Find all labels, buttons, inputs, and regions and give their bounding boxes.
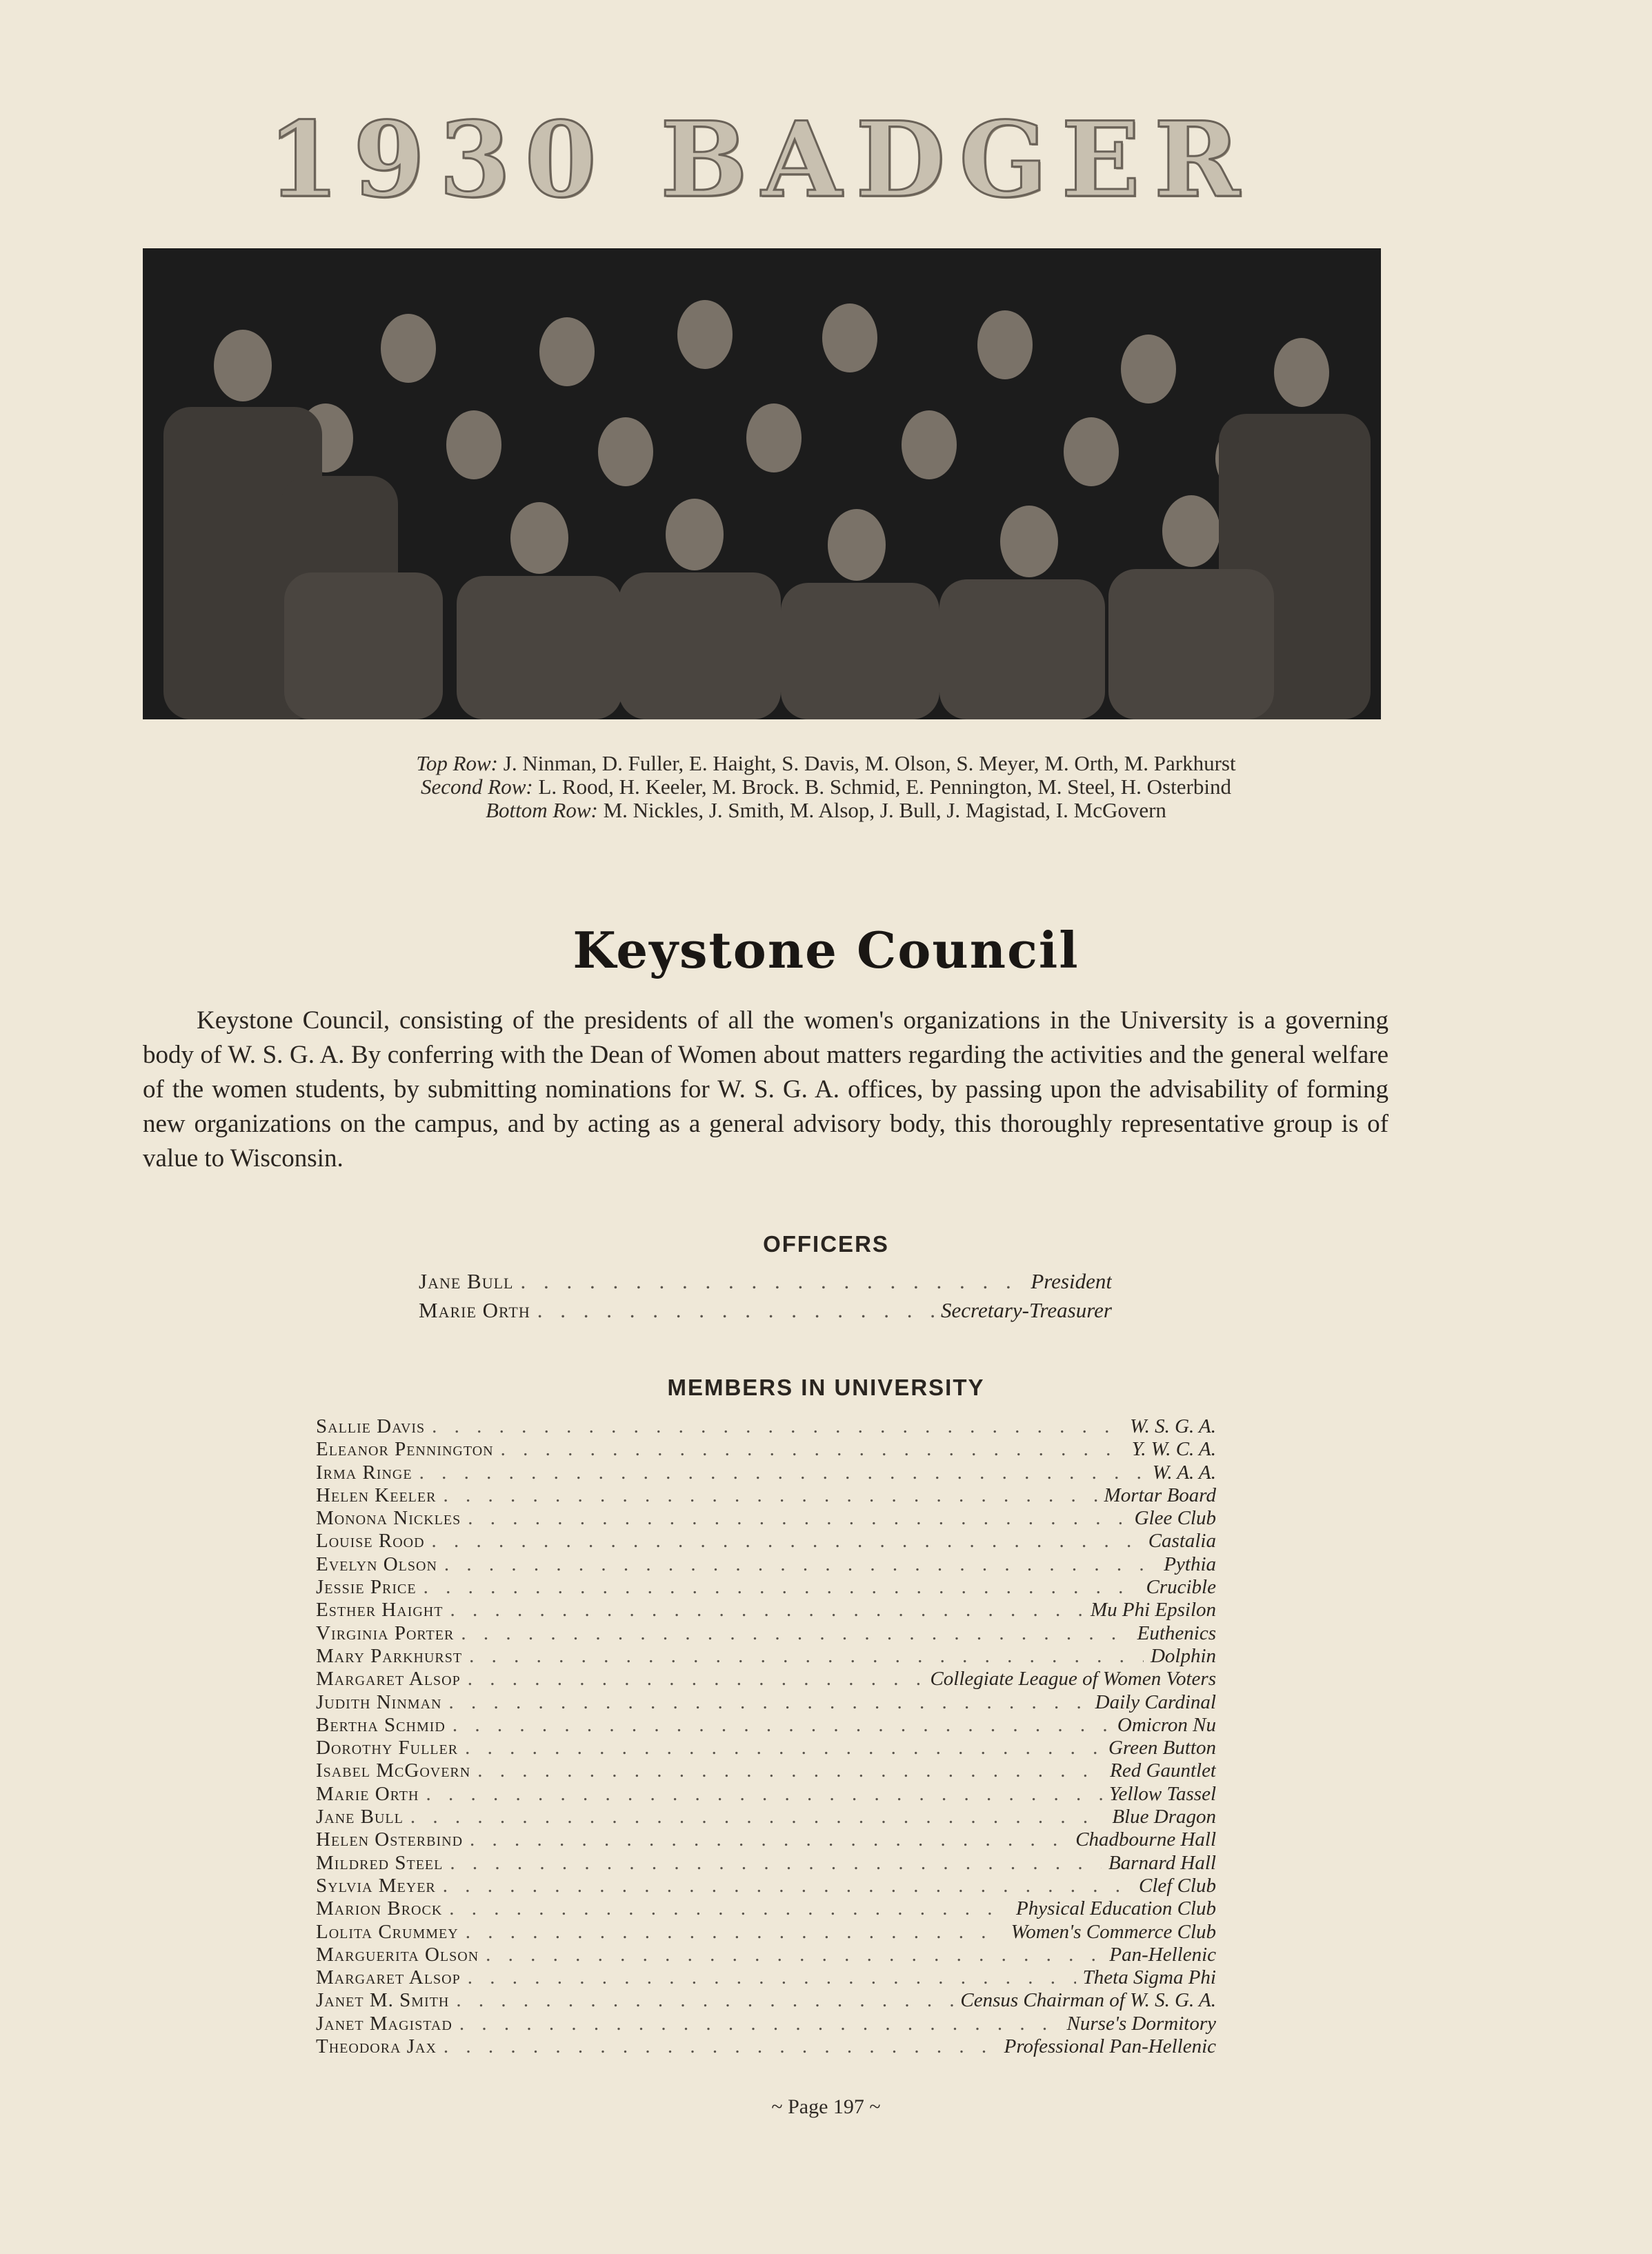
group-photo bbox=[143, 248, 1381, 719]
member-organization: Green Button bbox=[1108, 1737, 1216, 1759]
member-organization: Euthenics bbox=[1137, 1622, 1216, 1644]
member-organization: Dolphin bbox=[1150, 1644, 1216, 1667]
member-name: Virginia Porter bbox=[316, 1622, 455, 1644]
member-organization: Yellow Tassel bbox=[1108, 1782, 1216, 1805]
group-portrait-photo-icon bbox=[143, 248, 1381, 719]
member-organization: Blue Dragon bbox=[1112, 1806, 1216, 1828]
member-organization: Collegiate League of Women Voters bbox=[930, 1668, 1216, 1690]
member-name: Helen Keeler bbox=[316, 1484, 437, 1506]
member-organization: Red Gauntlet bbox=[1110, 1759, 1216, 1782]
member-entry bbox=[316, 1484, 1216, 1507]
members-list bbox=[316, 1415, 1216, 2058]
member-organization: Daily Cardinal bbox=[1095, 1690, 1216, 1713]
member-organization: Barnard Hall bbox=[1108, 1851, 1216, 1874]
page-header-title: 1930 BADGER bbox=[267, 99, 1254, 221]
member-name: Isabel McGovern bbox=[316, 1759, 471, 1782]
member-name: Judith Ninman bbox=[316, 1690, 442, 1713]
member-name: Lolita Crummey bbox=[316, 1920, 459, 1943]
member-name: Marion Brock bbox=[316, 1897, 443, 1920]
member-name: Marguerita Olson bbox=[316, 1943, 479, 1966]
caption-second-row: Second Row: L. Rood, H. Keeler, M. Brock. B. Schmid, E. Pennington, M. Steel, H. Osterbind bbox=[421, 775, 1231, 799]
member-name: Esther Haight bbox=[316, 1599, 444, 1622]
member-entry bbox=[316, 1691, 1216, 1714]
member-entry bbox=[316, 1438, 1216, 1461]
member-organization: Crucible bbox=[1146, 1576, 1216, 1599]
member-organization: Census Chairman of W. S. G. A. bbox=[960, 1989, 1216, 2012]
member-name: Mildred Steel bbox=[316, 1851, 444, 1874]
member-entry bbox=[316, 1553, 1216, 1576]
member-entry bbox=[316, 1576, 1216, 1599]
member-entry bbox=[316, 1852, 1216, 1875]
member-entry bbox=[316, 1966, 1216, 1989]
member-organization: Chadbourne Hall bbox=[1075, 1828, 1216, 1851]
member-entry bbox=[316, 1783, 1216, 1806]
organization-title: Keystone Council bbox=[573, 921, 1079, 979]
member-organization: Theta Sigma Phi bbox=[1082, 1966, 1216, 1989]
member-entry bbox=[316, 1989, 1216, 2012]
caption-bottom-row: Bottom Row: M. Nickles, J. Smith, M. Alsop, J. Bull, J. Magistad, I. McGovern bbox=[486, 798, 1166, 822]
member-entry bbox=[316, 2013, 1216, 2035]
member-name: Helen Osterbind bbox=[316, 1828, 464, 1851]
member-name: Eleanor Pennington bbox=[316, 1438, 494, 1461]
member-entry bbox=[316, 1622, 1216, 1645]
member-entry bbox=[316, 1599, 1216, 1622]
member-entry bbox=[316, 1921, 1216, 1944]
member-name: Jessie Price bbox=[316, 1576, 417, 1599]
officers-heading: OFFICERS bbox=[763, 1231, 889, 1257]
member-name: Monona Nickles bbox=[316, 1507, 461, 1530]
member-entry bbox=[316, 1668, 1216, 1690]
member-name: Mary Parkhurst bbox=[316, 1644, 463, 1667]
member-name: Sallie Davis bbox=[316, 1415, 426, 1437]
member-organization: Glee Club bbox=[1134, 1507, 1216, 1530]
member-entry bbox=[316, 1828, 1216, 1851]
member-entry bbox=[316, 1759, 1216, 1782]
member-entry bbox=[316, 1737, 1216, 1759]
officers-list bbox=[419, 1269, 1112, 1327]
member-entry bbox=[316, 1875, 1216, 1897]
member-name: Louise Rood bbox=[316, 1530, 425, 1553]
member-entry bbox=[316, 1806, 1216, 1828]
member-name: Margaret Alsop bbox=[316, 1668, 461, 1690]
member-organization: Professional Pan-Hellenic bbox=[1004, 2035, 1216, 2058]
member-organization: Y. W. C. A. bbox=[1131, 1438, 1216, 1461]
member-organization: Pan-Hellenic bbox=[1109, 1943, 1216, 1966]
member-entry bbox=[316, 1714, 1216, 1737]
member-organization: Pythia bbox=[1164, 1553, 1216, 1575]
member-organization: Physical Education Club bbox=[1016, 1897, 1216, 1920]
member-organization: Nurse's Dormitory bbox=[1066, 2012, 1216, 2035]
member-organization: W. A. A. bbox=[1152, 1461, 1216, 1484]
member-name: Janet Magistad bbox=[316, 2012, 452, 2035]
member-name: Theodora Jax bbox=[316, 2035, 437, 2058]
member-name: Irma Ringe bbox=[316, 1461, 412, 1484]
member-organization: W. S. G. A. bbox=[1130, 1415, 1216, 1437]
member-name: Dorothy Fuller bbox=[316, 1737, 459, 1759]
member-entry bbox=[316, 1462, 1216, 1484]
member-entry bbox=[316, 1415, 1216, 1438]
member-organization: Omicron Nu bbox=[1117, 1713, 1216, 1736]
member-name: Sylvia Meyer bbox=[316, 1874, 436, 1897]
member-name: Marie Orth bbox=[316, 1782, 419, 1805]
member-entry bbox=[316, 1897, 1216, 1920]
member-organization: Mortar Board bbox=[1104, 1484, 1216, 1506]
caption-top-row: Top Row: J. Ninman, D. Fuller, E. Haight, S. Davis, M. Olson, S. Meyer, M. Orth, M. Parkhurst bbox=[416, 751, 1236, 775]
member-organization: Castalia bbox=[1148, 1530, 1216, 1553]
members-heading: MEMBERS IN UNIVERSITY bbox=[667, 1375, 985, 1400]
member-organization: Mu Phi Epsilon bbox=[1090, 1599, 1216, 1622]
photo-captions bbox=[0, 752, 1652, 822]
member-entry bbox=[316, 1507, 1216, 1530]
member-name: Jane Bull bbox=[316, 1806, 404, 1828]
member-name: Janet M. Smith bbox=[316, 1989, 450, 2012]
member-entry bbox=[316, 2035, 1216, 2058]
member-name: Margaret Alsop bbox=[316, 1966, 461, 1989]
member-entry bbox=[316, 1944, 1216, 1966]
intro-paragraph: Keystone Council, consisting of the presidents of all the women's organizations in the University is a governing body of W. S. G. A. By conferring with the Dean of Women about matters regarding the activities and the general welfare of the women students, by submitting nominations for W. S. G. A. offices, by passing upon the advisability of forming new organizations on the campus, and by acting as a general advisory body, this thoroughly representative group is of value to Wisconsin. bbox=[143, 1006, 1389, 1173]
member-entry bbox=[316, 1530, 1216, 1553]
member-name: Evelyn Olson bbox=[316, 1553, 437, 1575]
member-name: Bertha Schmid bbox=[316, 1713, 446, 1736]
officer-entry: Jane Bull . . . President bbox=[419, 1269, 1112, 1298]
page-number: ~ Page 197 ~ bbox=[771, 2095, 881, 2118]
member-organization: Women's Commerce Club bbox=[1011, 1920, 1216, 1943]
member-entry bbox=[316, 1645, 1216, 1668]
member-organization: Clef Club bbox=[1139, 1874, 1216, 1897]
officer-entry: Marie Orth . . . Secretary-Treasurer bbox=[419, 1298, 1112, 1327]
